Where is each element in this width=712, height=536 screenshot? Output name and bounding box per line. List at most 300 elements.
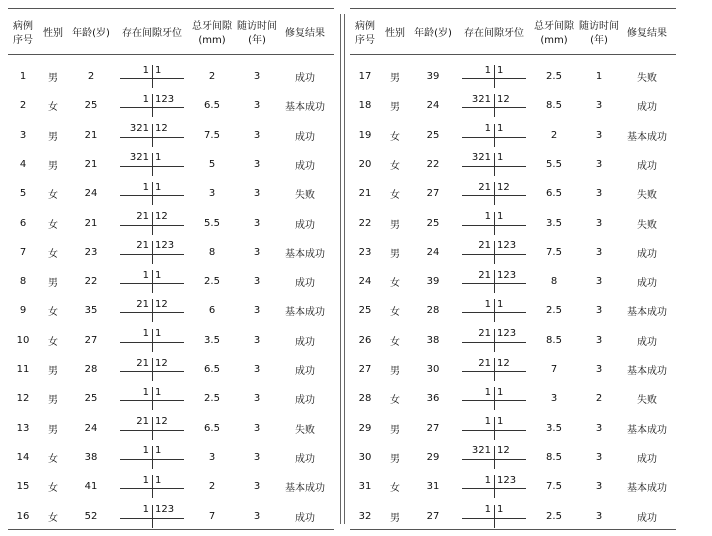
tooth-position-chart xyxy=(114,414,190,443)
cell-result: 成功 xyxy=(295,131,315,143)
cell-sex: 男 xyxy=(390,424,400,436)
cell-follow: 3 xyxy=(253,305,261,317)
tooth-upper-right: 1 xyxy=(142,328,149,340)
cell-result: 成功 xyxy=(637,278,657,290)
top-rule xyxy=(8,8,334,9)
tooth-upper-left: 12 xyxy=(155,416,168,428)
cell-sex: 女 xyxy=(48,307,58,319)
tooth-position-chart xyxy=(456,326,532,355)
cell-follow: 3 xyxy=(595,364,603,375)
cell-follow: 3 xyxy=(595,217,603,229)
cell-result: 基本成功 xyxy=(285,483,325,495)
cell-sex: 男 xyxy=(390,366,400,377)
cell-gap: 5.5 xyxy=(546,158,562,170)
cell-result: 成功 xyxy=(295,395,315,407)
cell-follow: 3 xyxy=(595,188,603,200)
table-row xyxy=(350,326,676,355)
tooth-midline xyxy=(494,299,495,322)
cell-age: 29 xyxy=(426,451,440,463)
tooth-upper-right: 1 xyxy=(142,386,149,398)
cell-age: 24 xyxy=(84,422,98,434)
cell-sex: 女 xyxy=(390,395,400,407)
tooth-upper-left: 1 xyxy=(155,386,162,398)
cell-result: 成功 xyxy=(295,160,315,172)
tooth-upper-right: 21 xyxy=(478,181,491,193)
cell-age: 27 xyxy=(426,188,440,200)
table-row xyxy=(8,121,334,150)
tooth-midline xyxy=(152,329,153,352)
cell-case-id: 22 xyxy=(358,217,372,229)
tooth-upper-left: 1 xyxy=(497,298,504,310)
cell-age: 35 xyxy=(84,305,98,317)
tooth-position-chart xyxy=(114,384,190,413)
table-row xyxy=(350,502,676,531)
cell-case-id: 30 xyxy=(358,451,372,463)
cell-follow: 3 xyxy=(253,100,261,112)
tooth-midline xyxy=(152,212,153,235)
cell-sex: 女 xyxy=(390,131,400,143)
cell-follow: 3 xyxy=(253,71,261,82)
cell-gap: 6.5 xyxy=(204,100,220,112)
cell-follow: 3 xyxy=(253,276,261,288)
top-rule xyxy=(350,8,676,9)
cell-case-id: 18 xyxy=(358,100,372,112)
cell-age: 28 xyxy=(84,364,98,375)
cell-age: 24 xyxy=(84,188,98,200)
table-row xyxy=(8,355,334,384)
tooth-position-chart xyxy=(114,62,190,91)
tooth-upper-left: 1 xyxy=(155,181,162,193)
cell-gap: 8 xyxy=(550,276,558,288)
tooth-upper-left: 12 xyxy=(497,181,510,193)
tooth-midline xyxy=(152,358,153,381)
header-gap: 总牙间隙 (mm) xyxy=(534,21,574,46)
cell-follow: 3 xyxy=(595,246,603,258)
cell-result: 失败 xyxy=(637,73,657,84)
cell-gap: 3 xyxy=(208,451,216,463)
column-divider xyxy=(340,14,341,524)
cell-gap: 8.5 xyxy=(546,451,562,463)
cell-case-id: 5 xyxy=(19,188,27,200)
tooth-upper-left: 12 xyxy=(497,357,510,369)
cell-follow: 3 xyxy=(253,158,261,170)
tooth-midline xyxy=(494,153,495,176)
cell-follow: 3 xyxy=(595,129,603,141)
tooth-midline xyxy=(152,124,153,147)
cell-follow: 3 xyxy=(253,510,261,522)
header-age: 年龄(岁) xyxy=(72,28,110,39)
table-row xyxy=(8,238,334,267)
cell-result: 基本成功 xyxy=(627,424,667,436)
cell-sex: 男 xyxy=(390,73,400,84)
tooth-upper-left: 12 xyxy=(497,93,510,105)
tooth-upper-left: 123 xyxy=(497,240,517,252)
cell-result: 成功 xyxy=(637,512,657,524)
tooth-upper-right: 1 xyxy=(142,474,149,486)
tooth-upper-left: 123 xyxy=(497,269,517,281)
tooth-upper-right: 1 xyxy=(142,504,149,515)
cell-sex: 女 xyxy=(390,190,400,202)
cell-case-id: 32 xyxy=(358,510,372,522)
cell-age: 41 xyxy=(84,481,98,493)
header-result: 修复结果 xyxy=(627,28,667,39)
cell-sex: 女 xyxy=(48,190,58,202)
cell-gap: 6.5 xyxy=(204,422,220,434)
cell-age: 25 xyxy=(426,217,440,229)
tooth-midline xyxy=(494,94,495,117)
tooth-position-chart xyxy=(114,209,190,238)
cell-case-id: 4 xyxy=(19,158,27,170)
table-row xyxy=(350,472,676,501)
tooth-upper-right: 21 xyxy=(478,328,491,340)
cell-follow: 3 xyxy=(595,100,603,112)
table-row xyxy=(8,384,334,413)
tooth-position-chart xyxy=(114,502,190,531)
cell-gap: 7.5 xyxy=(546,481,562,493)
tooth-midline xyxy=(494,475,495,498)
right-table xyxy=(350,8,676,532)
cell-result: 成功 xyxy=(637,102,657,114)
tooth-upper-right: 21 xyxy=(478,240,491,252)
cell-case-id: 27 xyxy=(358,364,372,375)
cell-sex: 女 xyxy=(48,483,58,495)
cell-age: 25 xyxy=(84,393,98,405)
tooth-midline xyxy=(494,270,495,293)
tooth-upper-left: 1 xyxy=(155,152,162,164)
tooth-position-chart xyxy=(456,472,532,501)
tooth-upper-right: 21 xyxy=(478,357,491,369)
tooth-midline xyxy=(494,241,495,264)
cell-sex: 男 xyxy=(390,512,400,524)
tooth-upper-right: 1 xyxy=(484,298,491,310)
cell-age: 28 xyxy=(426,305,440,317)
cell-follow: 2 xyxy=(595,393,603,405)
cell-follow: 3 xyxy=(595,158,603,170)
cell-follow: 3 xyxy=(595,422,603,434)
cell-sex: 女 xyxy=(48,102,58,114)
tooth-upper-right: 1 xyxy=(142,269,149,281)
bottom-rule xyxy=(350,529,676,530)
tooth-upper-right: 1 xyxy=(484,123,491,135)
tooth-position-chart xyxy=(456,384,532,413)
cell-sex: 男 xyxy=(390,453,400,465)
tooth-midline xyxy=(494,417,495,440)
tooth-position-chart xyxy=(114,326,190,355)
tooth-upper-right: 21 xyxy=(136,240,149,252)
tooth-position-chart xyxy=(456,121,532,150)
cell-gap: 8.5 xyxy=(546,334,562,346)
tooth-position-chart xyxy=(114,472,190,501)
tooth-position-chart xyxy=(114,150,190,179)
cell-sex: 男 xyxy=(390,219,400,231)
cell-result: 基本成功 xyxy=(285,102,325,114)
cell-sex: 男 xyxy=(390,248,400,260)
cell-gap: 3.5 xyxy=(546,422,562,434)
tooth-upper-right: 321 xyxy=(471,445,491,457)
header-tooth: 存在间隙牙位 xyxy=(464,28,524,39)
cell-age: 21 xyxy=(84,217,98,229)
cell-gap: 5.5 xyxy=(204,217,220,229)
table-row xyxy=(8,414,334,443)
left-table xyxy=(8,8,334,532)
tooth-upper-right: 1 xyxy=(142,181,149,193)
cell-age: 27 xyxy=(84,334,98,346)
cell-gap: 2.5 xyxy=(546,305,562,317)
tooth-upper-right: 321 xyxy=(471,93,491,105)
cell-gap: 2.5 xyxy=(204,393,220,405)
tooth-upper-right: 321 xyxy=(129,152,149,164)
tooth-position-chart xyxy=(114,296,190,325)
tooth-upper-right: 1 xyxy=(142,445,149,457)
cell-sex: 男 xyxy=(390,102,400,114)
cell-gap: 3.5 xyxy=(546,217,562,229)
tooth-upper-right: 21 xyxy=(136,211,149,222)
cell-case-id: 20 xyxy=(358,158,372,170)
tooth-upper-right: 21 xyxy=(136,298,149,310)
tooth-upper-right: 321 xyxy=(471,152,491,164)
tooth-position-chart xyxy=(114,443,190,472)
cell-gap: 6.5 xyxy=(546,188,562,200)
table-row xyxy=(350,443,676,472)
tooth-position-chart xyxy=(114,121,190,150)
cell-case-id: 23 xyxy=(358,246,372,258)
cell-gap: 8 xyxy=(208,246,216,258)
cell-age: 52 xyxy=(84,510,98,522)
cell-follow: 3 xyxy=(253,334,261,346)
cell-age: 36 xyxy=(426,393,440,405)
cell-case-id: 6 xyxy=(19,217,27,229)
cell-result: 基本成功 xyxy=(285,307,325,319)
tooth-midline xyxy=(494,387,495,410)
cell-sex: 男 xyxy=(48,395,58,407)
tooth-midline xyxy=(152,387,153,410)
cell-gap: 2.5 xyxy=(204,276,220,288)
cell-case-id: 14 xyxy=(16,451,30,463)
cell-follow: 3 xyxy=(253,451,261,463)
cell-case-id: 19 xyxy=(358,129,372,141)
tooth-midline xyxy=(152,417,153,440)
cell-gap: 3.5 xyxy=(204,334,220,346)
header-case-id: 病例 序号 xyxy=(13,21,33,46)
tooth-upper-left: 12 xyxy=(155,298,168,310)
tooth-upper-left: 1 xyxy=(497,211,504,222)
cell-result: 基本成功 xyxy=(627,131,667,143)
tooth-midline xyxy=(152,94,153,117)
cell-follow: 3 xyxy=(253,217,261,229)
table-row xyxy=(8,209,334,238)
cell-case-id: 17 xyxy=(358,71,372,82)
cell-gap: 7 xyxy=(208,510,216,522)
table-row xyxy=(350,238,676,267)
tooth-midline xyxy=(152,505,153,528)
tooth-position-chart xyxy=(456,267,532,296)
cell-result: 成功 xyxy=(295,453,315,465)
tooth-upper-left: 1 xyxy=(155,328,162,340)
cell-result: 失败 xyxy=(637,219,657,231)
header-rule xyxy=(350,54,676,55)
table-row xyxy=(8,472,334,501)
cell-sex: 女 xyxy=(48,336,58,348)
table-row xyxy=(8,296,334,325)
header-follow: 随访时间 (年) xyxy=(579,21,619,46)
tooth-upper-left: 123 xyxy=(497,328,517,340)
cell-result: 失败 xyxy=(295,190,315,202)
cell-sex: 女 xyxy=(390,160,400,172)
cell-gap: 2.5 xyxy=(546,71,562,82)
table-row xyxy=(350,150,676,179)
tooth-upper-left: 12 xyxy=(497,445,510,457)
tooth-upper-right: 21 xyxy=(136,416,149,428)
tooth-upper-left: 123 xyxy=(155,93,175,105)
cell-result: 基本成功 xyxy=(285,248,325,260)
cell-case-id: 8 xyxy=(19,276,27,288)
cell-gap: 2 xyxy=(208,481,216,493)
tooth-upper-left: 1 xyxy=(155,445,162,457)
tooth-upper-left: 12 xyxy=(155,357,168,369)
cell-sex: 女 xyxy=(390,483,400,495)
cell-age: 21 xyxy=(84,129,98,141)
tooth-position-chart xyxy=(456,62,532,91)
tooth-upper-left: 1 xyxy=(155,474,162,486)
tooth-upper-right: 1 xyxy=(484,386,491,398)
tooth-midline xyxy=(494,124,495,147)
cell-case-id: 10 xyxy=(16,334,30,346)
tooth-position-chart xyxy=(114,179,190,208)
table-row xyxy=(8,91,334,120)
table-row xyxy=(350,414,676,443)
tooth-midline xyxy=(494,329,495,352)
cell-result: 基本成功 xyxy=(627,483,667,495)
tooth-upper-left: 123 xyxy=(155,504,175,515)
cell-age: 39 xyxy=(426,71,440,82)
cell-sex: 女 xyxy=(390,278,400,290)
cell-gap: 8.5 xyxy=(546,100,562,112)
table-row xyxy=(350,91,676,120)
cell-age: 25 xyxy=(426,129,440,141)
cell-age: 23 xyxy=(84,246,98,258)
tooth-position-chart xyxy=(456,296,532,325)
cell-result: 成功 xyxy=(295,366,315,377)
tooth-midline xyxy=(494,446,495,469)
cell-gap: 3 xyxy=(208,188,216,200)
tooth-midline xyxy=(152,241,153,264)
table-row xyxy=(8,62,334,91)
cell-sex: 男 xyxy=(48,131,58,143)
cell-gap: 2.5 xyxy=(546,510,562,522)
cell-case-id: 28 xyxy=(358,393,372,405)
cell-gap: 7 xyxy=(550,364,558,375)
cell-follow: 3 xyxy=(253,246,261,258)
cell-age: 2 xyxy=(87,71,95,82)
cell-result: 成功 xyxy=(637,160,657,172)
cell-result: 基本成功 xyxy=(627,366,667,377)
tooth-upper-right: 1 xyxy=(484,474,491,486)
cell-follow: 3 xyxy=(253,422,261,434)
cell-result: 失败 xyxy=(637,395,657,407)
table-row xyxy=(350,121,676,150)
cell-follow: 3 xyxy=(253,393,261,405)
cell-age: 38 xyxy=(426,334,440,346)
tooth-upper-right: 1 xyxy=(142,64,149,76)
cell-age: 31 xyxy=(426,481,440,493)
cell-sex: 男 xyxy=(48,73,58,84)
cell-sex: 女 xyxy=(48,512,58,524)
tooth-position-chart xyxy=(114,91,190,120)
tooth-upper-right: 1 xyxy=(484,416,491,428)
cell-age: 25 xyxy=(84,100,98,112)
tooth-midline xyxy=(152,65,153,88)
cell-follow: 3 xyxy=(253,364,261,375)
cell-result: 成功 xyxy=(295,278,315,290)
cell-result: 失败 xyxy=(637,190,657,202)
tooth-position-chart xyxy=(456,150,532,179)
table-row xyxy=(350,355,676,384)
cell-age: 30 xyxy=(426,364,440,375)
cell-follow: 3 xyxy=(595,451,603,463)
tooth-position-chart xyxy=(456,209,532,238)
cell-case-id: 7 xyxy=(19,246,27,258)
tooth-midline xyxy=(152,153,153,176)
cell-follow: 1 xyxy=(595,71,603,82)
cell-age: 24 xyxy=(426,246,440,258)
header-follow: 随访时间 (年) xyxy=(237,21,277,46)
tooth-upper-right: 1 xyxy=(484,211,491,222)
cell-case-id: 12 xyxy=(16,393,30,405)
header-result: 修复结果 xyxy=(285,28,325,39)
cell-follow: 3 xyxy=(595,510,603,522)
tooth-position-chart xyxy=(114,267,190,296)
tooth-midline xyxy=(152,270,153,293)
tooth-upper-left: 1 xyxy=(497,64,504,76)
table-row xyxy=(8,150,334,179)
tooth-upper-left: 1 xyxy=(497,416,504,428)
tooth-upper-left: 12 xyxy=(155,123,168,135)
table-row xyxy=(350,62,676,91)
table-row xyxy=(8,326,334,355)
cell-result: 成功 xyxy=(637,336,657,348)
table-row xyxy=(8,179,334,208)
table-row xyxy=(350,296,676,325)
table-row xyxy=(350,209,676,238)
tooth-upper-left: 1 xyxy=(497,123,504,135)
tooth-position-chart xyxy=(456,502,532,531)
cell-sex: 女 xyxy=(48,248,58,260)
cell-sex: 男 xyxy=(48,424,58,436)
cell-follow: 3 xyxy=(595,276,603,288)
tooth-midline xyxy=(152,475,153,498)
tooth-midline xyxy=(494,65,495,88)
cell-gap: 3 xyxy=(550,393,558,405)
tooth-midline xyxy=(494,358,495,381)
cell-case-id: 25 xyxy=(358,305,372,317)
cell-gap: 6 xyxy=(208,305,216,317)
tooth-position-chart xyxy=(114,238,190,267)
tooth-position-chart xyxy=(456,355,532,384)
tooth-position-chart xyxy=(114,355,190,384)
tooth-position-chart xyxy=(456,238,532,267)
cell-age: 39 xyxy=(426,276,440,288)
header-case-id: 病例 序号 xyxy=(355,21,375,46)
table-row xyxy=(350,179,676,208)
cell-result: 成功 xyxy=(295,336,315,348)
cell-case-id: 31 xyxy=(358,481,372,493)
tooth-upper-right: 21 xyxy=(478,269,491,281)
cell-sex: 男 xyxy=(48,366,58,377)
cell-follow: 3 xyxy=(595,334,603,346)
cell-case-id: 24 xyxy=(358,276,372,288)
cell-age: 21 xyxy=(84,158,98,170)
cell-sex: 女 xyxy=(390,307,400,319)
